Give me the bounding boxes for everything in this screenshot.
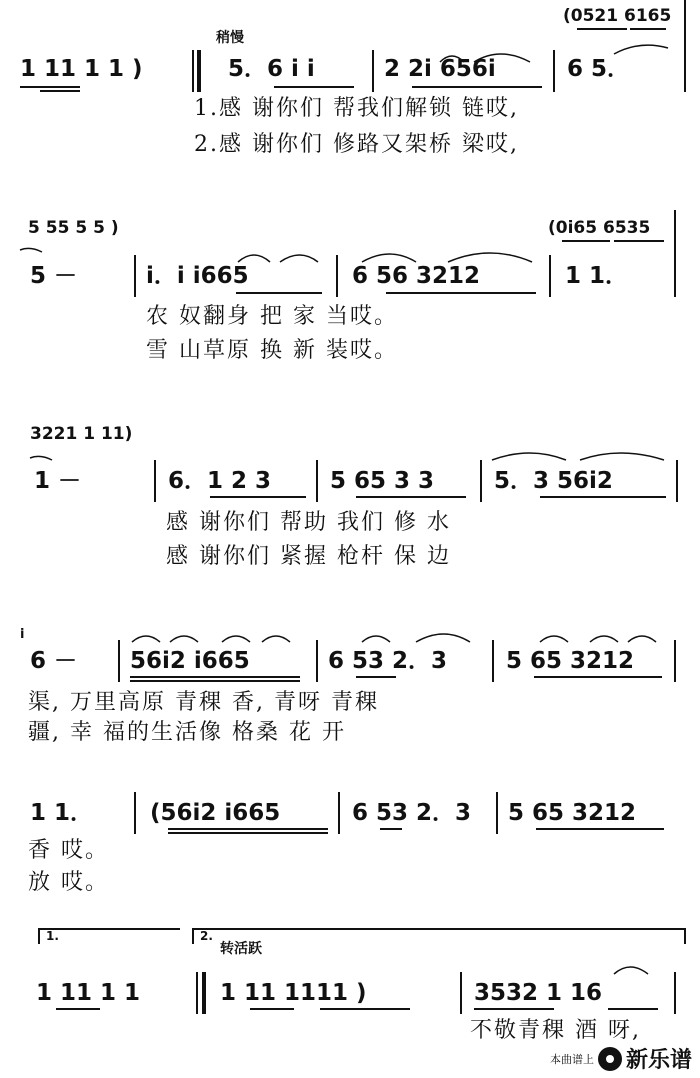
notes-measure: i．i i665 <box>146 263 249 289</box>
slur <box>238 255 270 262</box>
notes-measure: 1 11 1111 ) <box>220 980 367 1006</box>
slur <box>448 253 532 262</box>
slur <box>30 456 52 460</box>
interlude-parenthesis: (0i65 6535 <box>548 218 651 238</box>
volta-label-1: 1. <box>46 929 59 943</box>
grace-note: i <box>20 627 25 642</box>
lyric-verse-2: 2.感 谢你们 修路又架桥 梁哎, <box>194 132 519 157</box>
volta-label-2: 2. <box>200 929 213 943</box>
tempo-marking: 稍慢 <box>216 30 244 46</box>
watermark-brand: 新乐谱 <box>625 1048 692 1073</box>
record-disc-icon <box>598 1047 622 1071</box>
notes-measure: 56i2 i665 <box>130 648 250 674</box>
tempo-change-marking: 转活跃 <box>220 941 262 957</box>
notes-measure: 5．6 i i <box>228 56 315 82</box>
notes-measure: 6 － <box>30 648 78 674</box>
lyric-verse-2: 放 哎。 <box>28 870 109 895</box>
lyric-verse-1: 农 奴翻身 把 家 当哎。 <box>146 304 398 329</box>
notes-measure: 5 65 3 3 <box>330 468 435 494</box>
watermark-prefix: 本曲谱上 <box>549 1052 594 1066</box>
slur <box>440 56 464 62</box>
slur <box>362 254 416 262</box>
notes-measure: (56i2 i665 <box>150 800 281 826</box>
notes-measure: 5．3 56i2 <box>494 468 613 494</box>
notes-measure: 1 － <box>34 468 82 494</box>
lyric-verse-1: 感 谢你们 帮助 我们 修 水 <box>166 510 451 535</box>
notes-measure: 2 2i 656i <box>384 56 496 82</box>
slur <box>416 634 470 642</box>
notes-measure: 6 53 2．3 <box>352 800 472 826</box>
lyric-verse-2: 疆, 幸 福的生活像 格桑 花 开 <box>28 720 346 745</box>
notes-measure: 6 56 3212 <box>352 263 481 289</box>
intro-parenthesis: (0521 6165 <box>563 6 672 26</box>
notes-measure: 1 11 1 1 <box>36 980 141 1006</box>
notes-measure: 6 53 2．3 <box>328 648 448 674</box>
slur <box>590 636 618 642</box>
notes-measure: 5 － <box>30 263 78 289</box>
lyric-verse-2: 感 谢你们 紧握 枪杆 保 边 <box>166 544 451 569</box>
lyric-verse-1: 1.感 谢你们 帮我们解锁 链哎, <box>194 96 519 121</box>
slur <box>222 636 250 642</box>
interlude-notes: 5 55 5 5 ) <box>28 218 119 238</box>
slur <box>170 636 198 642</box>
slur <box>540 636 568 642</box>
notes-measure: 5 65 3212 <box>508 800 637 826</box>
slur <box>280 255 318 262</box>
slur <box>614 967 648 974</box>
interlude-notes: 3221 1 11) <box>30 424 133 444</box>
lyric-verse-1: 不敬青稞 酒 呀, <box>470 1018 641 1043</box>
slur <box>474 54 530 62</box>
slur <box>492 453 566 460</box>
slur <box>628 636 656 642</box>
notes-measure: 1 11 1 1 ) <box>20 56 143 82</box>
slur <box>132 636 160 642</box>
slur <box>614 45 668 54</box>
notes-measure: 1 1． <box>565 263 629 289</box>
slur <box>362 636 390 642</box>
slur <box>262 636 290 642</box>
slur <box>20 248 42 252</box>
lyric-verse-1: 渠, 万里高原 青稞 香, 青呀 青稞 <box>28 690 379 715</box>
watermark-logo <box>550 1043 692 1074</box>
slur <box>580 453 664 460</box>
notes-measure: 6．1 2 3 <box>168 468 272 494</box>
notes-measure: 6 5． <box>567 56 631 82</box>
lyric-verse-2: 雪 山草原 换 新 装哎。 <box>146 338 398 363</box>
notes-measure: 5 65 3212 <box>506 648 635 674</box>
lyric-verse-1: 香 哎。 <box>28 838 109 863</box>
notes-measure: 3532 1 16 <box>474 980 603 1006</box>
notes-measure: 1 1． <box>30 800 94 826</box>
